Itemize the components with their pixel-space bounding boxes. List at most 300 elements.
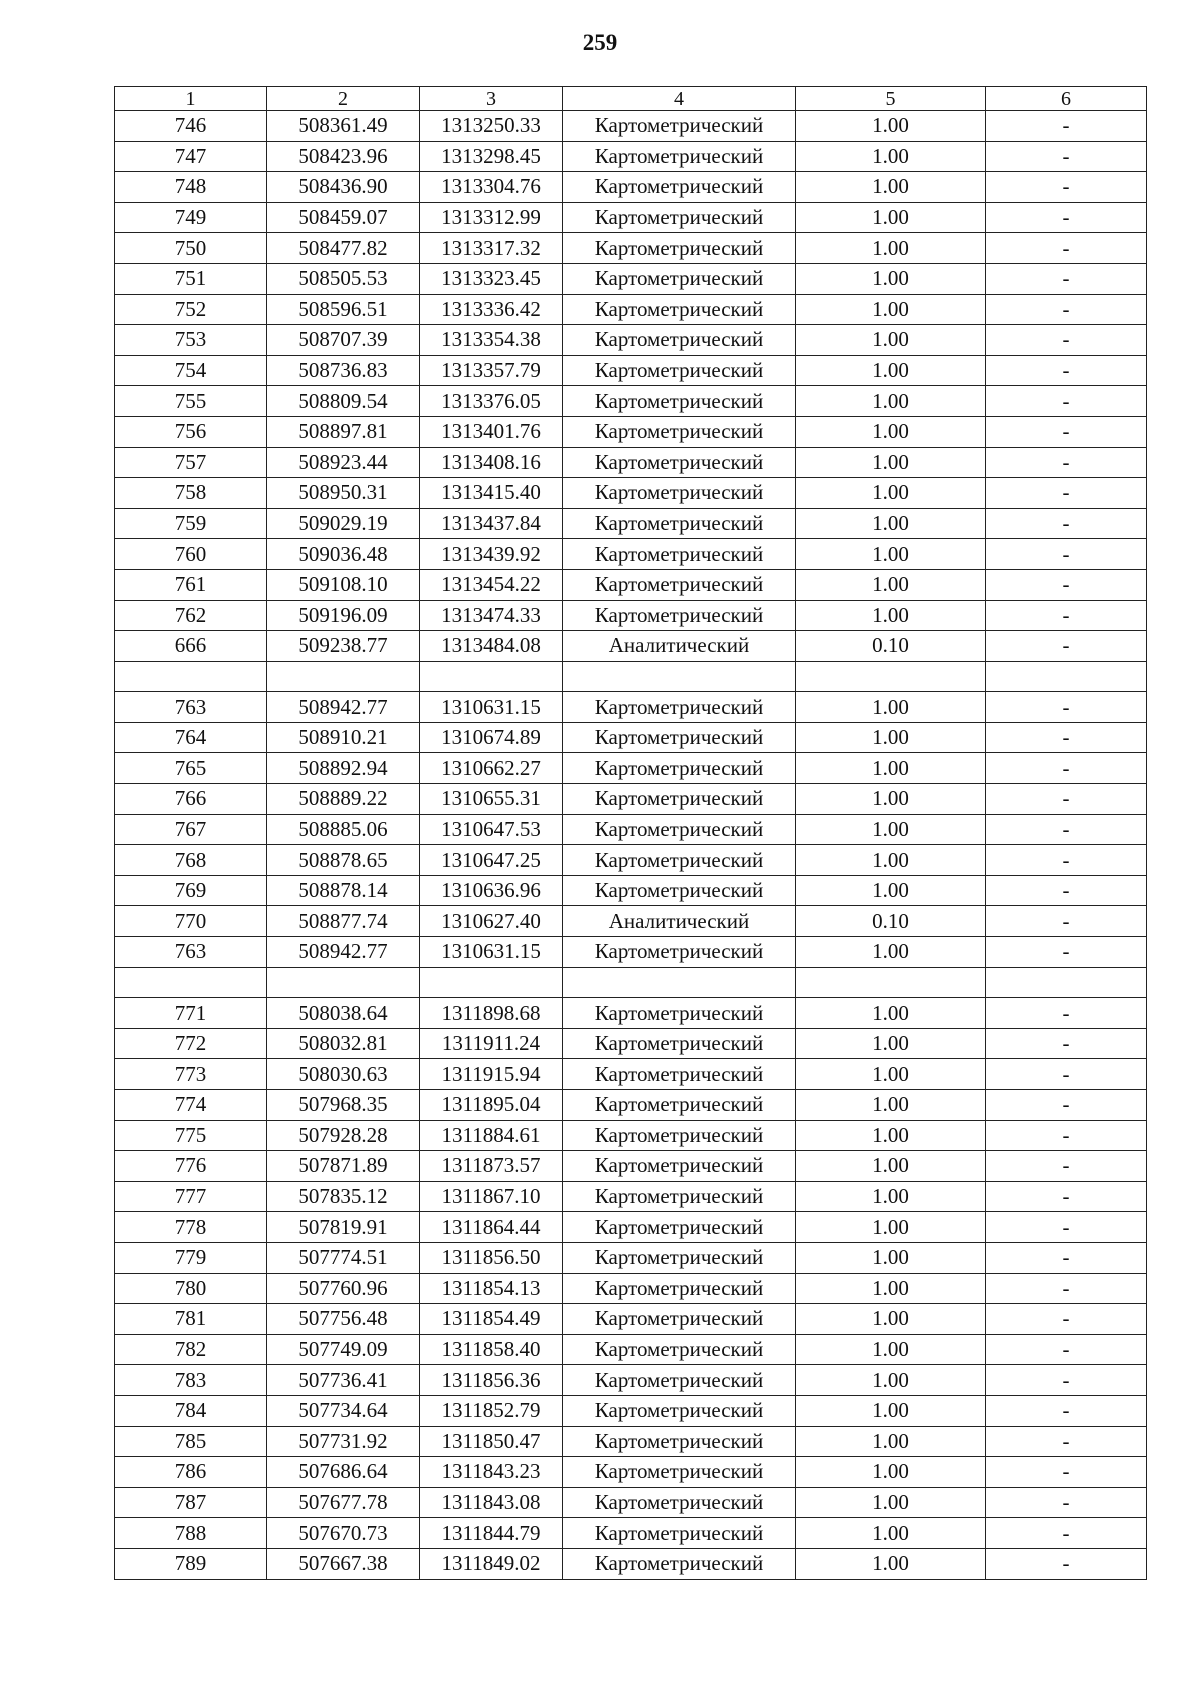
method-cell: Картометрический [563,1059,796,1090]
table-row [115,263,1147,294]
table-row [115,600,1147,631]
method-cell: Картометрический [563,1120,796,1151]
method-cell: Картометрический [563,875,796,906]
y-coordinate-cell: 1311856.36 [420,1365,563,1396]
method-cell: Картометрический [563,1334,796,1365]
note-cell: - [986,1426,1147,1457]
accuracy-cell: 1.00 [796,263,986,294]
method-cell: Картометрический [563,508,796,539]
table-row [115,1395,1147,1426]
point-number-cell: 755 [115,386,267,417]
note-cell: - [986,1548,1147,1579]
method-cell: Картометрический [563,355,796,386]
point-number-cell: 778 [115,1212,267,1243]
x-coordinate-cell: 509196.09 [267,600,420,631]
y-coordinate-cell: 1311884.61 [420,1120,563,1151]
accuracy-cell: 1.00 [796,1334,986,1365]
table-row [115,784,1147,815]
x-coordinate-cell: 508950.31 [267,478,420,509]
table-row [115,1028,1147,1059]
method-cell: Картометрический [563,478,796,509]
accuracy-cell: 0.10 [796,906,986,937]
x-coordinate-cell: 507928.28 [267,1120,420,1151]
table-row [115,325,1147,356]
x-coordinate-cell: 508423.96 [267,141,420,172]
y-coordinate-cell: 1313454.22 [420,569,563,600]
method-cell: Картометрический [563,569,796,600]
y-coordinate-cell: 1313401.76 [420,416,563,447]
accuracy-cell: 1.00 [796,386,986,417]
x-coordinate-cell: 508910.21 [267,722,420,753]
note-cell: - [986,111,1147,142]
method-cell: Картометрический [563,937,796,968]
note-cell: - [986,508,1147,539]
method-cell: Картометрический [563,263,796,294]
accuracy-cell: 1.00 [796,539,986,570]
point-number-cell: 774 [115,1090,267,1121]
accuracy-cell: 1.00 [796,845,986,876]
table-row [115,1487,1147,1518]
method-cell: Картометрический [563,1518,796,1549]
note-cell: - [986,1212,1147,1243]
point-number-cell: 780 [115,1273,267,1304]
point-number-cell: 760 [115,539,267,570]
y-coordinate-cell: 1313298.45 [420,141,563,172]
point-number-cell: 763 [115,692,267,723]
x-coordinate-cell: 508878.65 [267,845,420,876]
table-row [115,1426,1147,1457]
table-row [115,1151,1147,1182]
note-cell: - [986,1059,1147,1090]
point-number-cell: 752 [115,294,267,325]
method-cell: Картометрический [563,141,796,172]
accuracy-cell: 1.00 [796,1151,986,1182]
empty-cell [115,967,267,998]
table-row [115,111,1147,142]
table-row [115,875,1147,906]
accuracy-cell: 1.00 [796,998,986,1029]
method-cell: Картометрический [563,1028,796,1059]
x-coordinate-cell: 507686.64 [267,1457,420,1488]
point-number-cell: 777 [115,1181,267,1212]
method-cell: Картометрический [563,1090,796,1121]
x-coordinate-cell: 507734.64 [267,1395,420,1426]
y-coordinate-cell: 1313304.76 [420,172,563,203]
point-number-cell: 757 [115,447,267,478]
column-header: 1 [115,87,267,111]
table-row [115,845,1147,876]
x-coordinate-cell: 508030.63 [267,1059,420,1090]
y-coordinate-cell: 1310674.89 [420,722,563,753]
accuracy-cell: 0.10 [796,631,986,662]
point-number-cell: 750 [115,233,267,264]
point-number-cell: 787 [115,1487,267,1518]
y-coordinate-cell: 1311911.24 [420,1028,563,1059]
empty-cell [420,967,563,998]
table-row [115,355,1147,386]
note-cell: - [986,1028,1147,1059]
note-cell: - [986,631,1147,662]
method-cell: Аналитический [563,631,796,662]
y-coordinate-cell: 1311843.08 [420,1487,563,1518]
x-coordinate-cell: 509036.48 [267,539,420,570]
note-cell: - [986,539,1147,570]
method-cell: Картометрический [563,692,796,723]
x-coordinate-cell: 508923.44 [267,447,420,478]
x-coordinate-cell: 507670.73 [267,1518,420,1549]
accuracy-cell: 1.00 [796,202,986,233]
x-coordinate-cell: 508878.14 [267,875,420,906]
note-cell: - [986,447,1147,478]
table-row [115,1334,1147,1365]
y-coordinate-cell: 1313317.32 [420,233,563,264]
x-coordinate-cell: 507819.91 [267,1212,420,1243]
x-coordinate-cell: 508038.64 [267,998,420,1029]
note-cell: - [986,692,1147,723]
table-row [115,172,1147,203]
y-coordinate-cell: 1313484.08 [420,631,563,662]
note-cell: - [986,998,1147,1029]
y-coordinate-cell: 1311854.49 [420,1304,563,1335]
x-coordinate-cell: 508809.54 [267,386,420,417]
method-cell: Картометрический [563,1304,796,1335]
y-coordinate-cell: 1310647.53 [420,814,563,845]
table-row [115,1120,1147,1151]
accuracy-cell: 1.00 [796,325,986,356]
x-coordinate-cell: 508596.51 [267,294,420,325]
point-number-cell: 756 [115,416,267,447]
accuracy-cell: 1.00 [796,1120,986,1151]
empty-cell [267,967,420,998]
x-coordinate-cell: 508889.22 [267,784,420,815]
y-coordinate-cell: 1311858.40 [420,1334,563,1365]
method-cell: Картометрический [563,1426,796,1457]
x-coordinate-cell: 508032.81 [267,1028,420,1059]
table-row [115,692,1147,723]
note-cell: - [986,1518,1147,1549]
note-cell: - [986,325,1147,356]
note-cell: - [986,1395,1147,1426]
y-coordinate-cell: 1310627.40 [420,906,563,937]
y-coordinate-cell: 1311856.50 [420,1242,563,1273]
method-cell: Картометрический [563,447,796,478]
y-coordinate-cell: 1310647.25 [420,845,563,876]
method-cell: Картометрический [563,1242,796,1273]
point-number-cell: 751 [115,263,267,294]
accuracy-cell: 1.00 [796,447,986,478]
page-number: 259 [582,30,618,55]
accuracy-cell: 1.00 [796,1273,986,1304]
column-header: 3 [420,87,563,111]
point-number-cell: 772 [115,1028,267,1059]
point-number-cell: 773 [115,1059,267,1090]
table-row [115,569,1147,600]
accuracy-cell: 1.00 [796,1395,986,1426]
y-coordinate-cell: 1313376.05 [420,386,563,417]
accuracy-cell: 1.00 [796,233,986,264]
point-number-cell: 759 [115,508,267,539]
x-coordinate-cell: 508877.74 [267,906,420,937]
table-row [115,1242,1147,1273]
method-cell: Аналитический [563,906,796,937]
x-coordinate-cell: 507667.38 [267,1548,420,1579]
method-cell: Картометрический [563,1212,796,1243]
x-coordinate-cell: 508736.83 [267,355,420,386]
y-coordinate-cell: 1310662.27 [420,753,563,784]
table-row [115,1181,1147,1212]
accuracy-cell: 1.00 [796,722,986,753]
x-coordinate-cell: 507749.09 [267,1334,420,1365]
table-row [115,141,1147,172]
accuracy-cell: 1.00 [796,141,986,172]
table-row [115,1548,1147,1579]
x-coordinate-cell: 508897.81 [267,416,420,447]
point-number-cell: 789 [115,1548,267,1579]
table-row [115,937,1147,968]
note-cell: - [986,478,1147,509]
accuracy-cell: 1.00 [796,1242,986,1273]
note-cell: - [986,845,1147,876]
accuracy-cell: 1.00 [796,478,986,509]
y-coordinate-cell: 1311895.04 [420,1090,563,1121]
x-coordinate-cell: 508885.06 [267,814,420,845]
x-coordinate-cell: 507835.12 [267,1181,420,1212]
note-cell: - [986,722,1147,753]
table-row [115,1212,1147,1243]
x-coordinate-cell: 508892.94 [267,753,420,784]
point-number-cell: 758 [115,478,267,509]
point-number-cell: 769 [115,875,267,906]
table-row [115,1365,1147,1396]
x-coordinate-cell: 507760.96 [267,1273,420,1304]
table-row [115,1090,1147,1121]
x-coordinate-cell: 507677.78 [267,1487,420,1518]
note-cell: - [986,355,1147,386]
accuracy-cell: 1.00 [796,814,986,845]
x-coordinate-cell: 508505.53 [267,263,420,294]
y-coordinate-cell: 1311843.23 [420,1457,563,1488]
x-coordinate-cell: 508436.90 [267,172,420,203]
note-cell: - [986,906,1147,937]
y-coordinate-cell: 1311898.68 [420,998,563,1029]
x-coordinate-cell: 509029.19 [267,508,420,539]
method-cell: Картометрический [563,1395,796,1426]
method-cell: Картометрический [563,1457,796,1488]
accuracy-cell: 1.00 [796,416,986,447]
table-row [115,447,1147,478]
accuracy-cell: 1.00 [796,1548,986,1579]
note-cell: - [986,1365,1147,1396]
empty-cell [563,967,796,998]
point-number-cell: 765 [115,753,267,784]
point-number-cell: 785 [115,1426,267,1457]
accuracy-cell: 1.00 [796,294,986,325]
x-coordinate-cell: 508707.39 [267,325,420,356]
point-number-cell: 783 [115,1365,267,1396]
table-row [115,539,1147,570]
accuracy-cell: 1.00 [796,172,986,203]
x-coordinate-cell: 509238.77 [267,631,420,662]
point-number-cell: 666 [115,631,267,662]
x-coordinate-cell: 507968.35 [267,1090,420,1121]
point-number-cell: 749 [115,202,267,233]
y-coordinate-cell: 1313336.42 [420,294,563,325]
y-coordinate-cell: 1311873.57 [420,1151,563,1182]
point-number-cell: 786 [115,1457,267,1488]
method-cell: Картометрический [563,325,796,356]
table-row [115,998,1147,1029]
y-coordinate-cell: 1313415.40 [420,478,563,509]
accuracy-cell: 1.00 [796,1518,986,1549]
point-number-cell: 761 [115,569,267,600]
table-row [115,1059,1147,1090]
accuracy-cell: 1.00 [796,1212,986,1243]
empty-cell [986,967,1147,998]
method-cell: Картометрический [563,1548,796,1579]
empty-cell [267,661,420,692]
y-coordinate-cell: 1313357.79 [420,355,563,386]
x-coordinate-cell: 507731.92 [267,1426,420,1457]
accuracy-cell: 1.00 [796,875,986,906]
column-header: 2 [267,87,420,111]
point-number-cell: 775 [115,1120,267,1151]
note-cell: - [986,294,1147,325]
table-row [115,478,1147,509]
accuracy-cell: 1.00 [796,1090,986,1121]
separator-row [115,967,1147,998]
table-row [115,294,1147,325]
accuracy-cell: 1.00 [796,600,986,631]
method-cell: Картометрический [563,1487,796,1518]
x-coordinate-cell: 508361.49 [267,111,420,142]
note-cell: - [986,172,1147,203]
y-coordinate-cell: 1313408.16 [420,447,563,478]
accuracy-cell: 1.00 [796,1365,986,1396]
point-number-cell: 771 [115,998,267,1029]
note-cell: - [986,1273,1147,1304]
accuracy-cell: 1.00 [796,1028,986,1059]
accuracy-cell: 1.00 [796,508,986,539]
method-cell: Картометрический [563,600,796,631]
method-cell: Картометрический [563,386,796,417]
note-cell: - [986,1090,1147,1121]
note-cell: - [986,416,1147,447]
note-cell: - [986,1457,1147,1488]
table-row [115,202,1147,233]
y-coordinate-cell: 1313312.99 [420,202,563,233]
accuracy-cell: 1.00 [796,569,986,600]
y-coordinate-cell: 1311915.94 [420,1059,563,1090]
accuracy-cell: 1.00 [796,753,986,784]
table-row [115,1304,1147,1335]
y-coordinate-cell: 1313474.33 [420,600,563,631]
point-number-cell: 784 [115,1395,267,1426]
y-coordinate-cell: 1313354.38 [420,325,563,356]
y-coordinate-cell: 1311852.79 [420,1395,563,1426]
x-coordinate-cell: 507871.89 [267,1151,420,1182]
note-cell: - [986,600,1147,631]
note-cell: - [986,1334,1147,1365]
empty-cell [796,967,986,998]
accuracy-cell: 1.00 [796,1304,986,1335]
table-row [115,631,1147,662]
point-number-cell: 754 [115,355,267,386]
note-cell: - [986,1487,1147,1518]
method-cell: Картометрический [563,753,796,784]
y-coordinate-cell: 1311864.44 [420,1212,563,1243]
x-coordinate-cell: 508459.07 [267,202,420,233]
table-row [115,508,1147,539]
column-header: 4 [563,87,796,111]
empty-cell [420,661,563,692]
y-coordinate-cell: 1310636.96 [420,875,563,906]
method-cell: Картометрический [563,1273,796,1304]
table-row [115,722,1147,753]
note-cell: - [986,1120,1147,1151]
separator-row [115,661,1147,692]
accuracy-cell: 1.00 [796,355,986,386]
method-cell: Картометрический [563,233,796,264]
point-number-cell: 782 [115,1334,267,1365]
point-number-cell: 781 [115,1304,267,1335]
method-cell: Картометрический [563,784,796,815]
note-cell: - [986,233,1147,264]
accuracy-cell: 1.00 [796,1487,986,1518]
accuracy-cell: 1.00 [796,111,986,142]
point-number-cell: 776 [115,1151,267,1182]
y-coordinate-cell: 1311844.79 [420,1518,563,1549]
point-number-cell: 768 [115,845,267,876]
x-coordinate-cell: 507756.48 [267,1304,420,1335]
accuracy-cell: 1.00 [796,784,986,815]
table-body [115,87,1147,1580]
note-cell: - [986,875,1147,906]
note-cell: - [986,1304,1147,1335]
method-cell: Картометрический [563,111,796,142]
note-cell: - [986,784,1147,815]
point-number-cell: 779 [115,1242,267,1273]
note-cell: - [986,814,1147,845]
table-row [115,386,1147,417]
y-coordinate-cell: 1311854.13 [420,1273,563,1304]
column-header: 6 [986,87,1147,111]
point-number-cell: 762 [115,600,267,631]
point-number-cell: 764 [115,722,267,753]
y-coordinate-cell: 1313323.45 [420,263,563,294]
y-coordinate-cell: 1311867.10 [420,1181,563,1212]
note-cell: - [986,937,1147,968]
table-row [115,1518,1147,1549]
x-coordinate-cell: 509108.10 [267,569,420,600]
empty-cell [986,661,1147,692]
x-coordinate-cell: 508942.77 [267,937,420,968]
point-number-cell: 788 [115,1518,267,1549]
point-number-cell: 763 [115,937,267,968]
note-cell: - [986,1181,1147,1212]
note-cell: - [986,202,1147,233]
y-coordinate-cell: 1311850.47 [420,1426,563,1457]
table-row [115,753,1147,784]
accuracy-cell: 1.00 [796,1426,986,1457]
x-coordinate-cell: 508477.82 [267,233,420,264]
accuracy-cell: 1.00 [796,937,986,968]
table-row [115,1457,1147,1488]
y-coordinate-cell: 1313439.92 [420,539,563,570]
table-row [115,1273,1147,1304]
point-number-cell: 767 [115,814,267,845]
point-number-cell: 770 [115,906,267,937]
accuracy-cell: 1.00 [796,1457,986,1488]
